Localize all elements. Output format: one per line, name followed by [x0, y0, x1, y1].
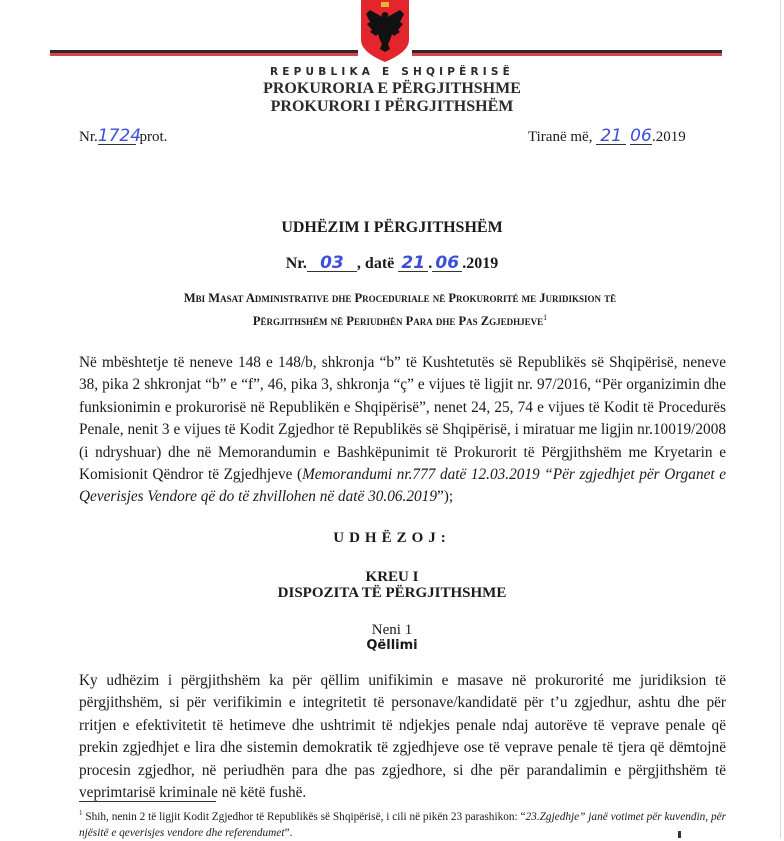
- header-rule-right: [412, 50, 722, 56]
- footnote-ref[interactable]: 1: [543, 313, 548, 322]
- coat-of-arms-icon: [358, 0, 412, 62]
- protocol-number: [79, 128, 167, 146]
- doc-date-label: , datë: [356, 255, 395, 272]
- place-label: Tiranë më,: [528, 129, 593, 145]
- subject-line-1: Mbi Masat Administrative dhe Proceduriale në Prokurorité me Juridiksion të: [183, 291, 617, 305]
- footnote-number: 1: [79, 809, 83, 817]
- chapter-number: KREU I: [365, 569, 419, 585]
- preamble-text: Në mbështetje të neneve 148 e 148/b, shkronja “b” të Kushtetutës së Republikës së Shqipërisë, neneve 38, pika 2 shkronjat “b” e “f”, 46, pika 3, shkronja “ç” e vijues të ligjit nr. 97/2016, “Për organizimin dhe funksionimin e prokurorisë në Republikën e Shqipërisë”, nenet 24, 25, 74 e vijues të Kodit të Procedurës Penale, nenit 3 e vijues të Kodit Zgjedhor të Republikës së Shqipërisë, i miratuar me ligjin nr.10019/2008 (i ndryshuar) dhe në Memorandumin e Bashkëpunimit të Prokurorit të Përgjithshëm me Kryetarin e Komisionit Qëndror të Zgjedhjeve (: [79, 354, 726, 484]
- doc-day-handwritten: 21: [398, 255, 428, 272]
- month-handwritten: 06: [630, 126, 652, 146]
- doc-month-handwritten: 06: [432, 255, 462, 272]
- article-1-paragraph: Ky udhëzim i përgjithshëm ka për qëllim unifikimin e masave në prokurorité me juridiksion të përgjithshëm, si për verifikimin e integritetit të personave/kandidatë për t’u zgjedhur, ashtu dhe për rritjen e efektivitetit të hetimeve dhe ushtrimit të ndjekjes penale ndaj autorëve të veprave penale që prekin zgjedhjet e lira dhe sistemin demokratik të zgjedhjeve ose të veprave penale të tjera që dëmtojnë procesin zgjedhor, në periudhën para dhe pas zgjedhore, si dhe për parandalimin e përgjithshëm të veprimtarisë kriminale në këtë fushë.: [79, 672, 726, 802]
- page-mark: [678, 831, 681, 838]
- preamble-memorandum: Memorandumi nr.777 datë 12.03.2019 “Për zgjedhjet për Organet e Qeverisjes Vendore që do të zhvillohen në datë 30.06.2019: [79, 466, 726, 506]
- article-number: Neni 1: [371, 622, 413, 638]
- subject-line-2: Përgjithshëm në Periudhën Para dhe Pas Zgjedhjeve: [252, 314, 544, 329]
- office-name: PROKURORI I PËRGJITHSHËM: [270, 98, 514, 115]
- footnote-text: Shih, nenin 2 të ligjit Kodit Zgjedhor të Republikës së Shqipërisë, i cili në pikën 23 parashikon: “: [82, 810, 526, 823]
- footnote-quote: 23.Zgjedhje” janë votimet për kuvendin, për njësitë e qeverisjes vendore dhe referendumet: [79, 810, 727, 839]
- document-title: UDHËZIM I PËRGJITHSHËM: [281, 219, 503, 236]
- place-date: [528, 128, 686, 146]
- article-title: Qëllimi: [366, 638, 418, 653]
- footnote: [79, 805, 739, 841]
- year: .2019: [651, 129, 686, 145]
- protocol-suffix: prot.: [139, 129, 168, 145]
- preamble-paragraph: [79, 352, 726, 509]
- doc-nr-label: Nr.: [285, 255, 307, 272]
- day-handwritten: 21: [596, 128, 626, 145]
- protocol-nr-handwritten: 1724: [97, 126, 142, 146]
- chapter-title: DISPOZITA TË PËRGJITHSHME: [277, 585, 507, 601]
- doc-nr-handwritten: 03: [307, 255, 357, 272]
- footnote-closing: ”.: [284, 826, 293, 839]
- page-edge: [780, 0, 781, 838]
- institution-name: PROKURORIA E PËRGJITHSHME: [263, 80, 521, 97]
- preamble-closing: ”);: [436, 488, 454, 506]
- country-name: REPUBLIKA E SHQIPËRISË: [269, 66, 514, 78]
- document-number: [0, 255, 784, 273]
- footnote-divider: [79, 801, 216, 802]
- protocol-nr-label: Nr.: [79, 129, 98, 145]
- date-dot: .: [428, 255, 433, 272]
- document-subject: [60, 288, 740, 331]
- header-rule-left: [50, 50, 358, 56]
- directive-heading: UDHËZOJ:: [333, 530, 451, 546]
- doc-year: .2019: [462, 255, 499, 272]
